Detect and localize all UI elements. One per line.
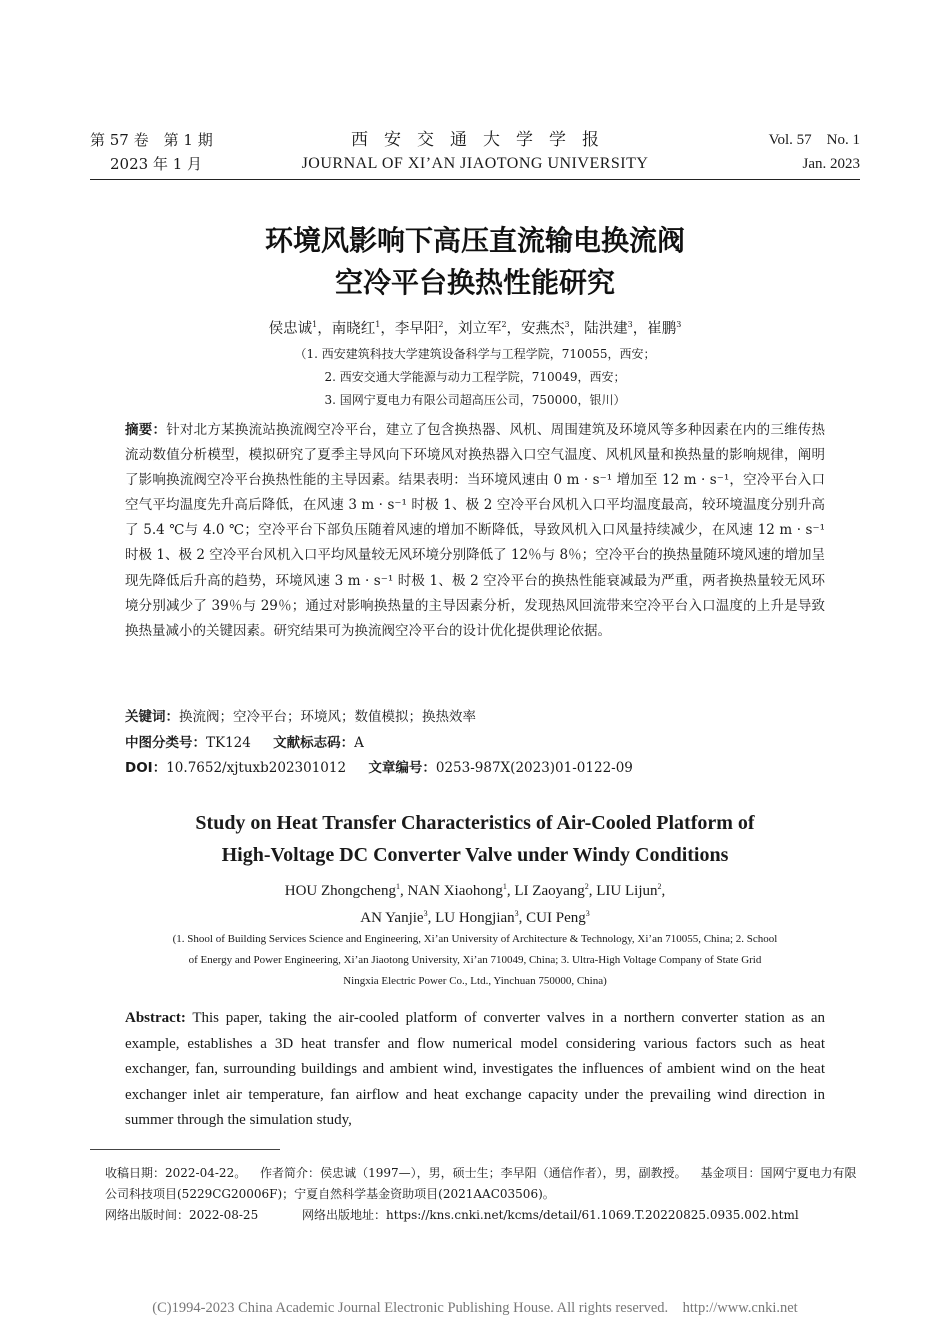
doi-value: 10.7652/xjtuxb202301012 [166, 760, 347, 776]
online-time-label: 网络出版时间： [105, 1208, 190, 1222]
author-affiliation-mark: 3 [676, 320, 682, 330]
online-address-label: 网络出版地址： [302, 1208, 387, 1222]
article-number-label: 文章编号： [368, 760, 436, 776]
authors-cn: 侯忠诚$^1$，南晓红$^1$，李早阳$^2$，刘立军$^2$，安燕杰$^3$，陆洪建$^3$，崔鹏$^3$ [268, 320, 682, 337]
title-en-line2: High-Voltage DC Converter Valve under Windy Conditions [221, 844, 729, 866]
title-cn-line1: 环境风影响下高压直流输电换流阀 [264, 224, 685, 257]
header-left [90, 128, 213, 176]
author-affiliation-mark: 3 [627, 320, 633, 330]
affiliation-cn-3: 3. 国网宁夏电力有限公司超高压公司，750000，银川） [324, 393, 626, 407]
affiliation-cn-1: （1. 西安建筑科技大学建筑设备科学与工程学院，710055，西安； [294, 347, 656, 361]
author-name: LI Zaoyang [514, 883, 585, 899]
affiliations-en: (1. Shool of Building Services Science and Engineering, Xi’an University of Architecture & Technology, Xi’an 710055, China; 2. School of Energy and Power Engineering, Xi’an Jiaotong University, Xi’an 710049, China; 3. Ultra-High Voltage Company of State Grid Ningxia Electric Power Co., Ltd., Yinchuan 750000, China) [172, 933, 778, 987]
author-name: 崔鹏 [647, 321, 677, 337]
author-name: NAN Xiaohong [407, 883, 503, 899]
fund-info: 国网宁夏电力有限公司科技项目(5229CG20006F)；宁夏自然科学基金资助项目(2021AAC03506)。 [105, 1166, 857, 1201]
author-name: 侯忠诚 [268, 321, 313, 337]
header-center [240, 128, 710, 176]
keywords-cn-label: 关键词： [125, 709, 179, 725]
author-affiliation-mark: 3 [514, 909, 519, 918]
author-name: 南晓红 [331, 321, 376, 337]
header-right [769, 128, 860, 176]
author-name: HOU Zhongcheng [284, 883, 396, 899]
author-name: CUI Peng [526, 910, 586, 926]
bio-label: 作者简介： [260, 1166, 321, 1180]
author-bio: 侯忠诚（1997—），男，硕士生；李早阳（通信作者），男，副教授。 [320, 1166, 687, 1180]
volume-issue-cn: 第 57 卷 第 1 期 [90, 131, 213, 149]
abstract-en-label: Abstract: [125, 1010, 186, 1026]
keywords-cn-text: 换流阀；空冷平台；环境风；数值模拟；换热效率 [179, 709, 476, 725]
author-name: AN Yanjie [360, 910, 424, 926]
author-affiliation-mark: 1 [375, 320, 381, 330]
author-name: 李早阳 [394, 321, 439, 337]
footnote-rule [90, 1149, 280, 1150]
author-affiliation-mark: 1 [395, 882, 400, 891]
date-cn: 2023 年 1 月 [110, 155, 203, 173]
author-name: 刘立军 [457, 321, 502, 337]
author-affiliation-mark: 2 [657, 882, 662, 891]
affiliations-cn [0, 343, 950, 412]
author-affiliation-mark: 1 [312, 320, 318, 330]
clc-label: 中图分类号： [125, 735, 206, 751]
abstract-cn-label: 摘要： [125, 422, 167, 438]
footnote [105, 1163, 865, 1205]
title-cn-line2: 空冷平台换热性能研究 [334, 266, 615, 299]
footnote-online [105, 1205, 865, 1226]
doc-code-value: A [354, 735, 364, 751]
doc-code-label: 文献标志码： [273, 735, 355, 751]
abstract-cn [125, 418, 825, 644]
keywords-cn [125, 705, 476, 729]
journal-name-en: JOURNAL OF XI’AN JIAOTONG UNIVERSITY [301, 155, 649, 172]
affiliation-cn-2: 2. 西安交通大学能源与动力工程学院，710049，西安； [324, 370, 626, 384]
author-affiliation-mark: 3 [585, 909, 590, 918]
date-en: Jan. 2023 [802, 156, 860, 172]
header-rule [90, 179, 860, 180]
title-en-line1: Study on Heat Transfer Characteristics of Air-Cooled Platform of [195, 812, 755, 834]
author-name: LU Hongjian [435, 910, 515, 926]
authors-en-line1: HOU Zhongcheng$^1$, NAN Xiaohong$^1$, LI Zaoyang$^2$, LIU Lijun$^2$, [284, 882, 666, 899]
author-affiliation-mark: 3 [564, 320, 570, 330]
article-number-value: 0253-987X(2023)01-0122-09 [435, 760, 633, 776]
author-name: 安燕杰 [521, 321, 565, 337]
abstract-en [125, 1006, 825, 1134]
author-affiliation-mark: 2 [584, 882, 589, 891]
author-affiliation-mark: 3 [423, 909, 428, 918]
received-date: 2022-04-22。 [165, 1166, 247, 1180]
authors-en [0, 878, 950, 932]
online-time: 2022-08-25 [189, 1208, 259, 1222]
author-name: 陆洪建 [584, 321, 628, 337]
fund-label: 基金项目： [700, 1166, 761, 1180]
clc-value: TK124 [206, 735, 251, 751]
abstract-cn-text: 针对北方某换流站换流阀空冷平台，建立了包含换热器、风机、周围建筑及环境风等多种因素在内的三维传热流动数值分析模型，模拟研究了夏季主导风向下环境风对换热器入口空气温度、风机风量和换热量的影响规律，阐明了影响换流阀空冷平台换热性能的主导因素。结果表明：当环境风速由 0 m · s⁻¹ 增加至 12 m · s⁻¹，空冷平台入口空气平均温度先升高后降低，在风速 3 m · s⁻¹ 时极 1、极 2 空冷平台风机入口平均温度最高，较环境温度分别升高了 5.4 ℃与 4.0 ℃；空冷平台下部负压随着风速的增加不断降低，导致风机入口风量持续减少，在风速 12 m · s⁻¹ 时极 1、极 2 空冷平台风机入口平均风量较无风环境分别降低了 12％与 8％；空冷平台的换热量随环境风速的增加呈现先降低后升高的趋势，环境风速 3 m · s⁻¹ 时极 1、极 2 空冷平台的换热性能衰减最为严重，两者换热量较无风环境分别减少了 39％与 29％；通过对影响换热量的主导因素分析，发现热风回流带来空冷平台入口温度的上升是导致换热量减小的关键因素。研究结果可为换流阀空冷平台的设计优化提供理论依据。 [125, 422, 826, 639]
authors-en-line2: AN Yanjie$^3$, LU Hongjian$^3$, CUI Peng$^3$ [360, 909, 590, 926]
author-affiliation-mark: 2 [501, 320, 507, 330]
title-cn [0, 220, 950, 304]
title-en [0, 807, 950, 871]
volume-issue-en: Vol. 57 No. 1 [768, 132, 860, 148]
author-affiliation-mark: 1 [502, 882, 507, 891]
online-address-link[interactable]: https://kns.cnki.net/kcms/detail/61.1069.T.20220825.0935.002.html [386, 1208, 799, 1222]
classification-line [125, 731, 364, 755]
abstract-en-text: This paper, taking the air-cooled platform of converter valves in a northern converter station as an example, establishes a 3D heat transfer and flow numerical model considering various factors such as heat exchanger, fan, surrounding buildings and ambient wind, investigates the influences of ambient wind on the heat exchanger inlet air temperature, fan airflow and heat exchange capacity under the prevailing wind direction in summer through the simulation study, [125, 1010, 825, 1128]
journal-name-cn: 西安交通大学学报 [351, 130, 615, 150]
copyright-watermark: (C)1994-2023 China Academic Journal Electronic Publishing House. All rights reserved. http://www.cnki.net [152, 1300, 798, 1316]
author-affiliation-mark: 2 [438, 320, 444, 330]
doi-label: DOI： [125, 760, 167, 776]
received-label: 收稿日期： [105, 1166, 166, 1180]
doi-line [125, 756, 633, 780]
author-name: LIU Lijun [596, 883, 658, 899]
